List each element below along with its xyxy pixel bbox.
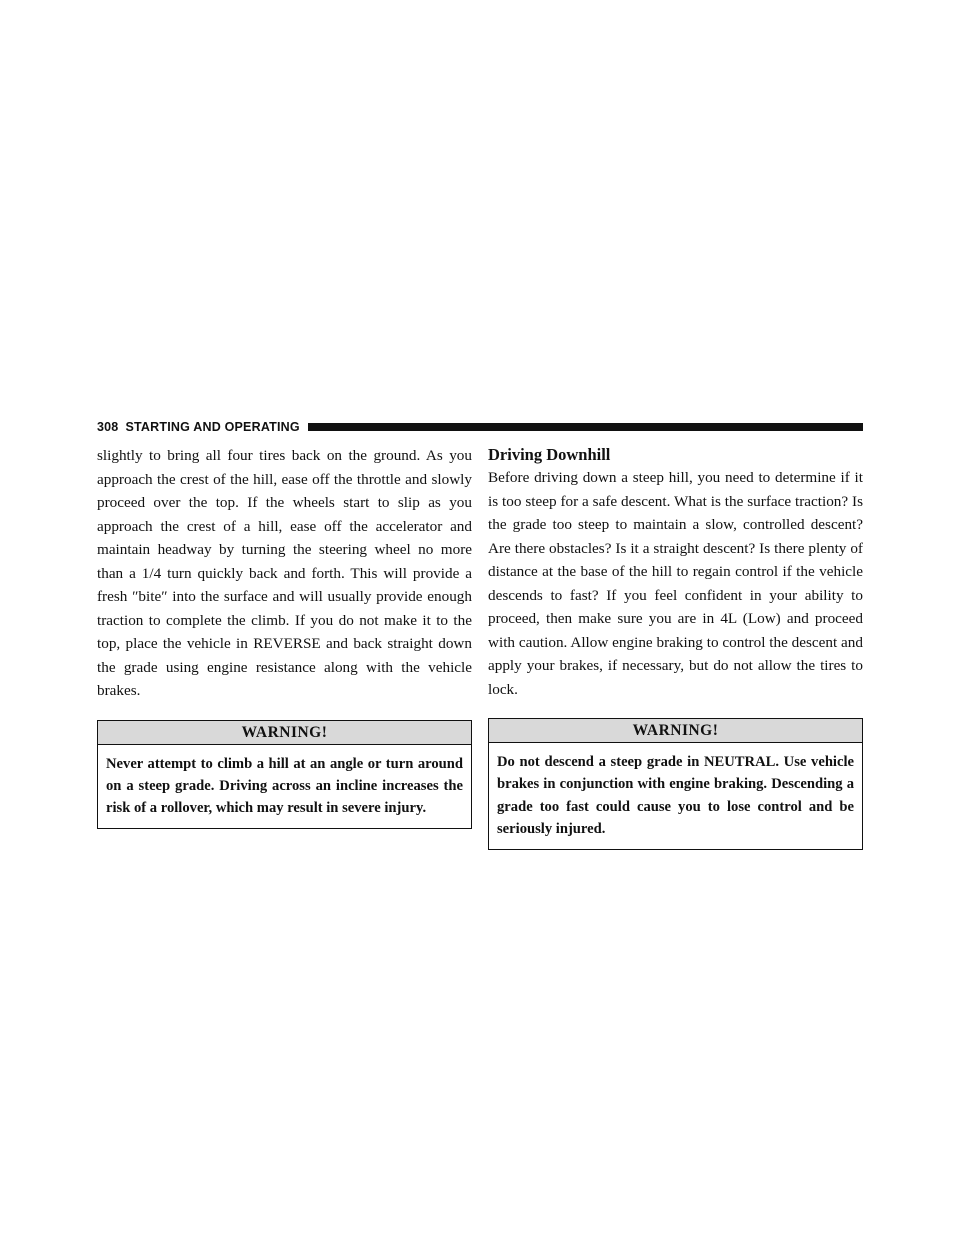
section-heading: Driving Downhill — [488, 445, 611, 464]
left-column — [97, 444, 472, 829]
warning-box-left — [97, 720, 472, 830]
downhill-paragraph: Before driving down a steep hill, you need to determine if it is too steep for a safe descent. What is the surface traction? Is the grade too steep to maintain a slow, controlled descent? Are there obstacles? Is it a straight descent? Is there plenty of distance at the base of the hill to regain control if the vehicle descends to fast? If you feel confident in your ability to proceed, then make sure you are in 4L (Low) and proceed with caution. Allow engine braking to control the descent and apply your brakes, if necessary, but do not allow the tires to lock. — [488, 469, 863, 698]
section-title: STARTING AND OPERATING — [125, 420, 300, 434]
page-header — [97, 419, 863, 435]
uphill-paragraph: slightly to bring all four tires back on the ground. As you approach the crest of the hill, ease off the throttle and slowly proceed over the top. If the wheels start to slip as you approach the crest of a hill, ease off the accelerator and maintain headway by turning the steering wheel no more than a 1/4 turn quickly back and forth. This will provide a fresh ″bite″ into the surface and will usually provide enough traction to complete the climb. If you do not make it to the top, place the vehicle in REVERSE and back straight down the grade using engine resistance along with the vehicle brakes. — [97, 447, 472, 699]
warning-text: Never attempt to climb a hill at an angle or turn around on a steep grade. Driving across an incline increases the risk of a rollover, which may result in severe injury. — [106, 755, 463, 817]
header-rule — [308, 423, 863, 431]
warning-box-right — [488, 718, 863, 850]
warning-title: WARNING! — [98, 721, 471, 745]
warning-title: WARNING! — [489, 719, 862, 743]
right-column — [488, 444, 863, 850]
page-number: 308 — [97, 420, 119, 434]
warning-text: Do not descend a steep grade in NEUTRAL. Use vehicle brakes in conjunction with engine braking. Descending a grade too fast could cause you to lose control and be seriously injured. — [497, 754, 854, 837]
